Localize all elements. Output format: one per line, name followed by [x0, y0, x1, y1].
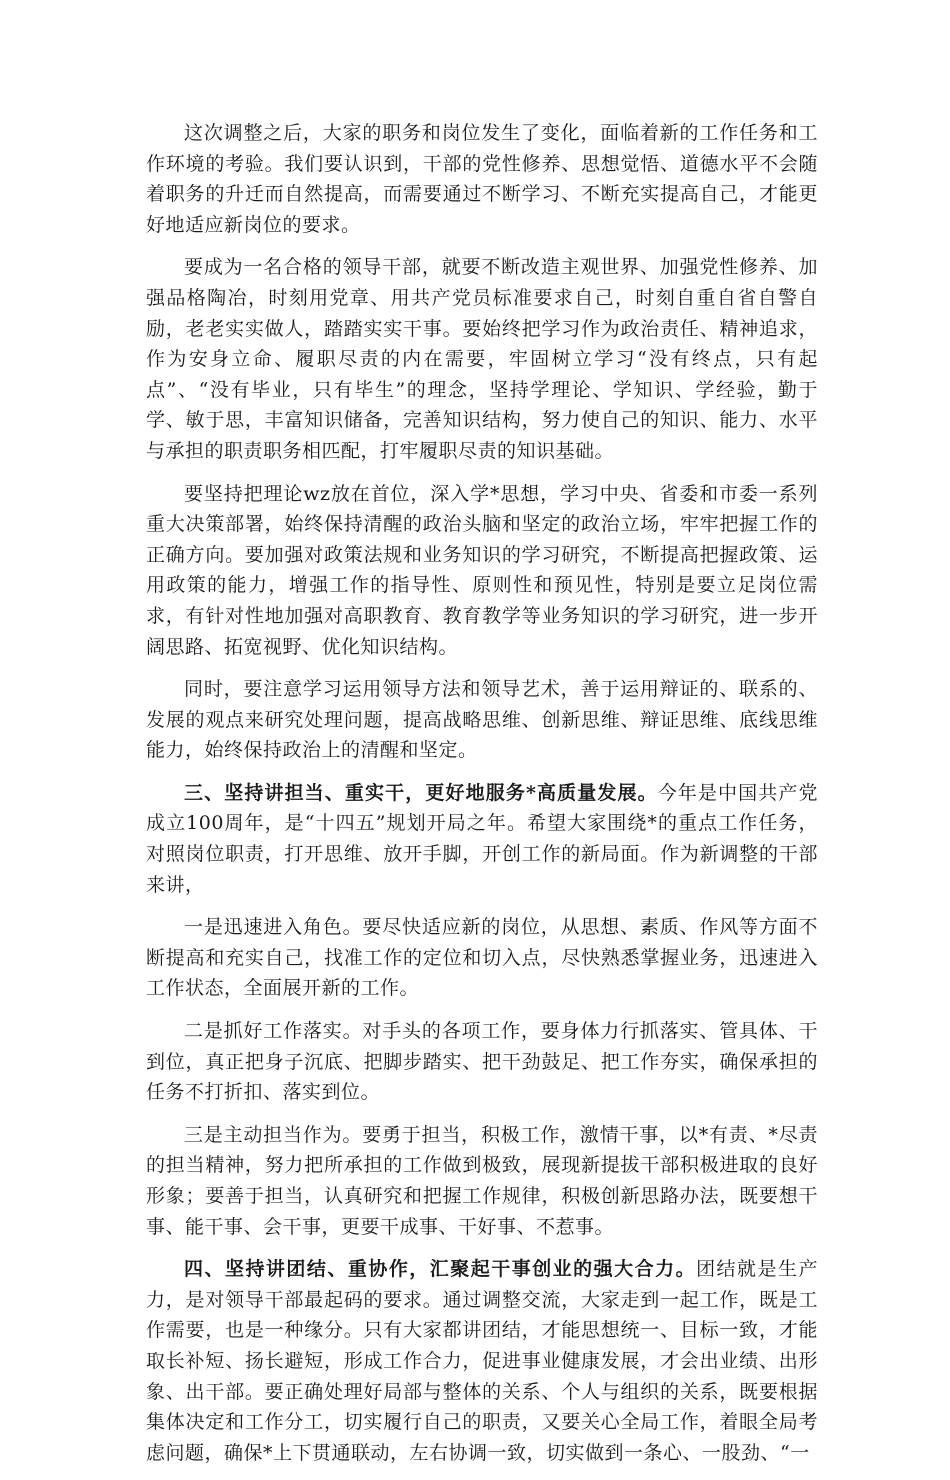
paragraph-4 [146, 674, 818, 766]
section-4-text: 团结就是生产力，是对领导干部最起码的要求。通过调整交流，大家走到一起工作，既是工作需要，也是一种缘分。只有大家都讲团结，才能思想统一、目标一致，才能取长补短、扬长避短，形成工作合力，促进事业健康发展，才会出业绩、出形象、出干部。要正确处理好局部与整体的关系、个人与组织的关系，既要根据集体决定和工作分工，切实履行自己的职责，又要关心全局工作，着眼全局考虑问题，确保*上下贯通联动，左右协调一致，切实做到一条心、一股劲、“一 [146, 1258, 818, 1464]
document-body [146, 118, 818, 1480]
paragraph-8-text: 三是主动担当作为。要勇于担当，积极工作，激情干事，以*有责、*尽责的担当精神，努力把所承担的工作做到极致，展现新提拔干部积极进取的良好形象；要善于担当，认真研究和把握工作规律，积极创新思路办法，既要想干事、能干事、会干事，更要干成事、干好事、不惹事。 [146, 1123, 818, 1238]
paragraph-3-text: 要坚持把理论wz放在首位，深入学*思想，学习中央、省委和市委一系列重大决策部署，始终保持清醒的政治头脑和坚定的政治立场，牢牢把握工作的正确方向。要加强对政策法规和业务知识的学习研究，不断提高把握政策、运用政策的能力，增强工作的指导性、原则性和预见性，特别是要立足岗位需求，有针对性地加强对高职教育、教育教学等业务知识的学习研究，进一步开阔思路、拓宽视野、优化知识结构。 [146, 482, 818, 658]
paragraph-6 [146, 912, 818, 1004]
paragraph-2 [146, 252, 818, 466]
paragraph-8 [146, 1120, 818, 1242]
paragraph-7-text: 二是抓好工作落实。对手头的各项工作，要身体力行抓落实、管具体、干到位，真正把身子沉底、把脚步踏实、把干劲鼓足、把工作夯实，确保承担的任务不打折扣、落实到位。 [146, 1020, 818, 1104]
section-3-heading: 三、坚持讲担当、重实干，更好地服务*高质量发展。 [184, 781, 658, 804]
paragraph-1-text: 这次调整之后，大家的职务和岗位发生了变化，面临着新的工作任务和工作环境的考验。我们要认识到，干部的党性修养、思想觉悟、道德水平不会随着职务的升迁而自然提高，而需要通过不断学习、不断充实提高自己，才能更好地适应新岗位的要求。 [146, 122, 818, 236]
section-4-heading: 四、坚持讲团结、重协作，汇聚起干事创业的强大合力。 [184, 1258, 697, 1281]
section-4-paragraph [146, 1254, 818, 1468]
paragraph-3 [146, 479, 818, 663]
section-3-paragraph [146, 778, 818, 900]
paragraph-1 [146, 118, 818, 240]
paragraph-2-text: 要成为一名合格的领导干部，就要不断改造主观世界、加强党性修养、加强品格陶冶，时刻用党章、用共产党员标准要求自己，时刻自重自省自警自励，老老实实做人，踏踏实实干事。要始终把学习作为政治责任、精神追求，作为安身立命、履职尽责的内在需要，牢固树立学习“没有终点，只有起点”、“没有毕业，只有毕生”的理念，坚持学理论、学知识、学经验，勤于学、敏于思，丰富知识储备，完善知识结构，努力使自己的知识、能力、水平与承担的职责职务相匹配，打牢履职尽责的知识基础。 [146, 256, 818, 462]
section-3-text: 今年是中国共产党成立100周年，是“十四五”规划开局之年。希望大家围绕*的重点工作任务，对照岗位职责，打开思维、放开手脚，开创工作的新局面。作为新调整的干部来讲， [146, 781, 818, 896]
paragraph-6-text: 一是迅速进入角色。要尽快适应新的岗位，从思想、素质、作风等方面不断提高和充实自己，找准工作的定位和切入点，尽快熟悉掌握业务，迅速进入工作状态，全面展开新的工作。 [146, 916, 818, 1000]
paragraph-7 [146, 1016, 818, 1108]
paragraph-4-text: 同时，要注意学习运用领导方法和领导艺术，善于运用辩证的、联系的、发展的观点来研究处理问题，提高战略思维、创新思维、辩证思维、底线思维能力，始终保持政治上的清醒和坚定。 [146, 678, 818, 762]
